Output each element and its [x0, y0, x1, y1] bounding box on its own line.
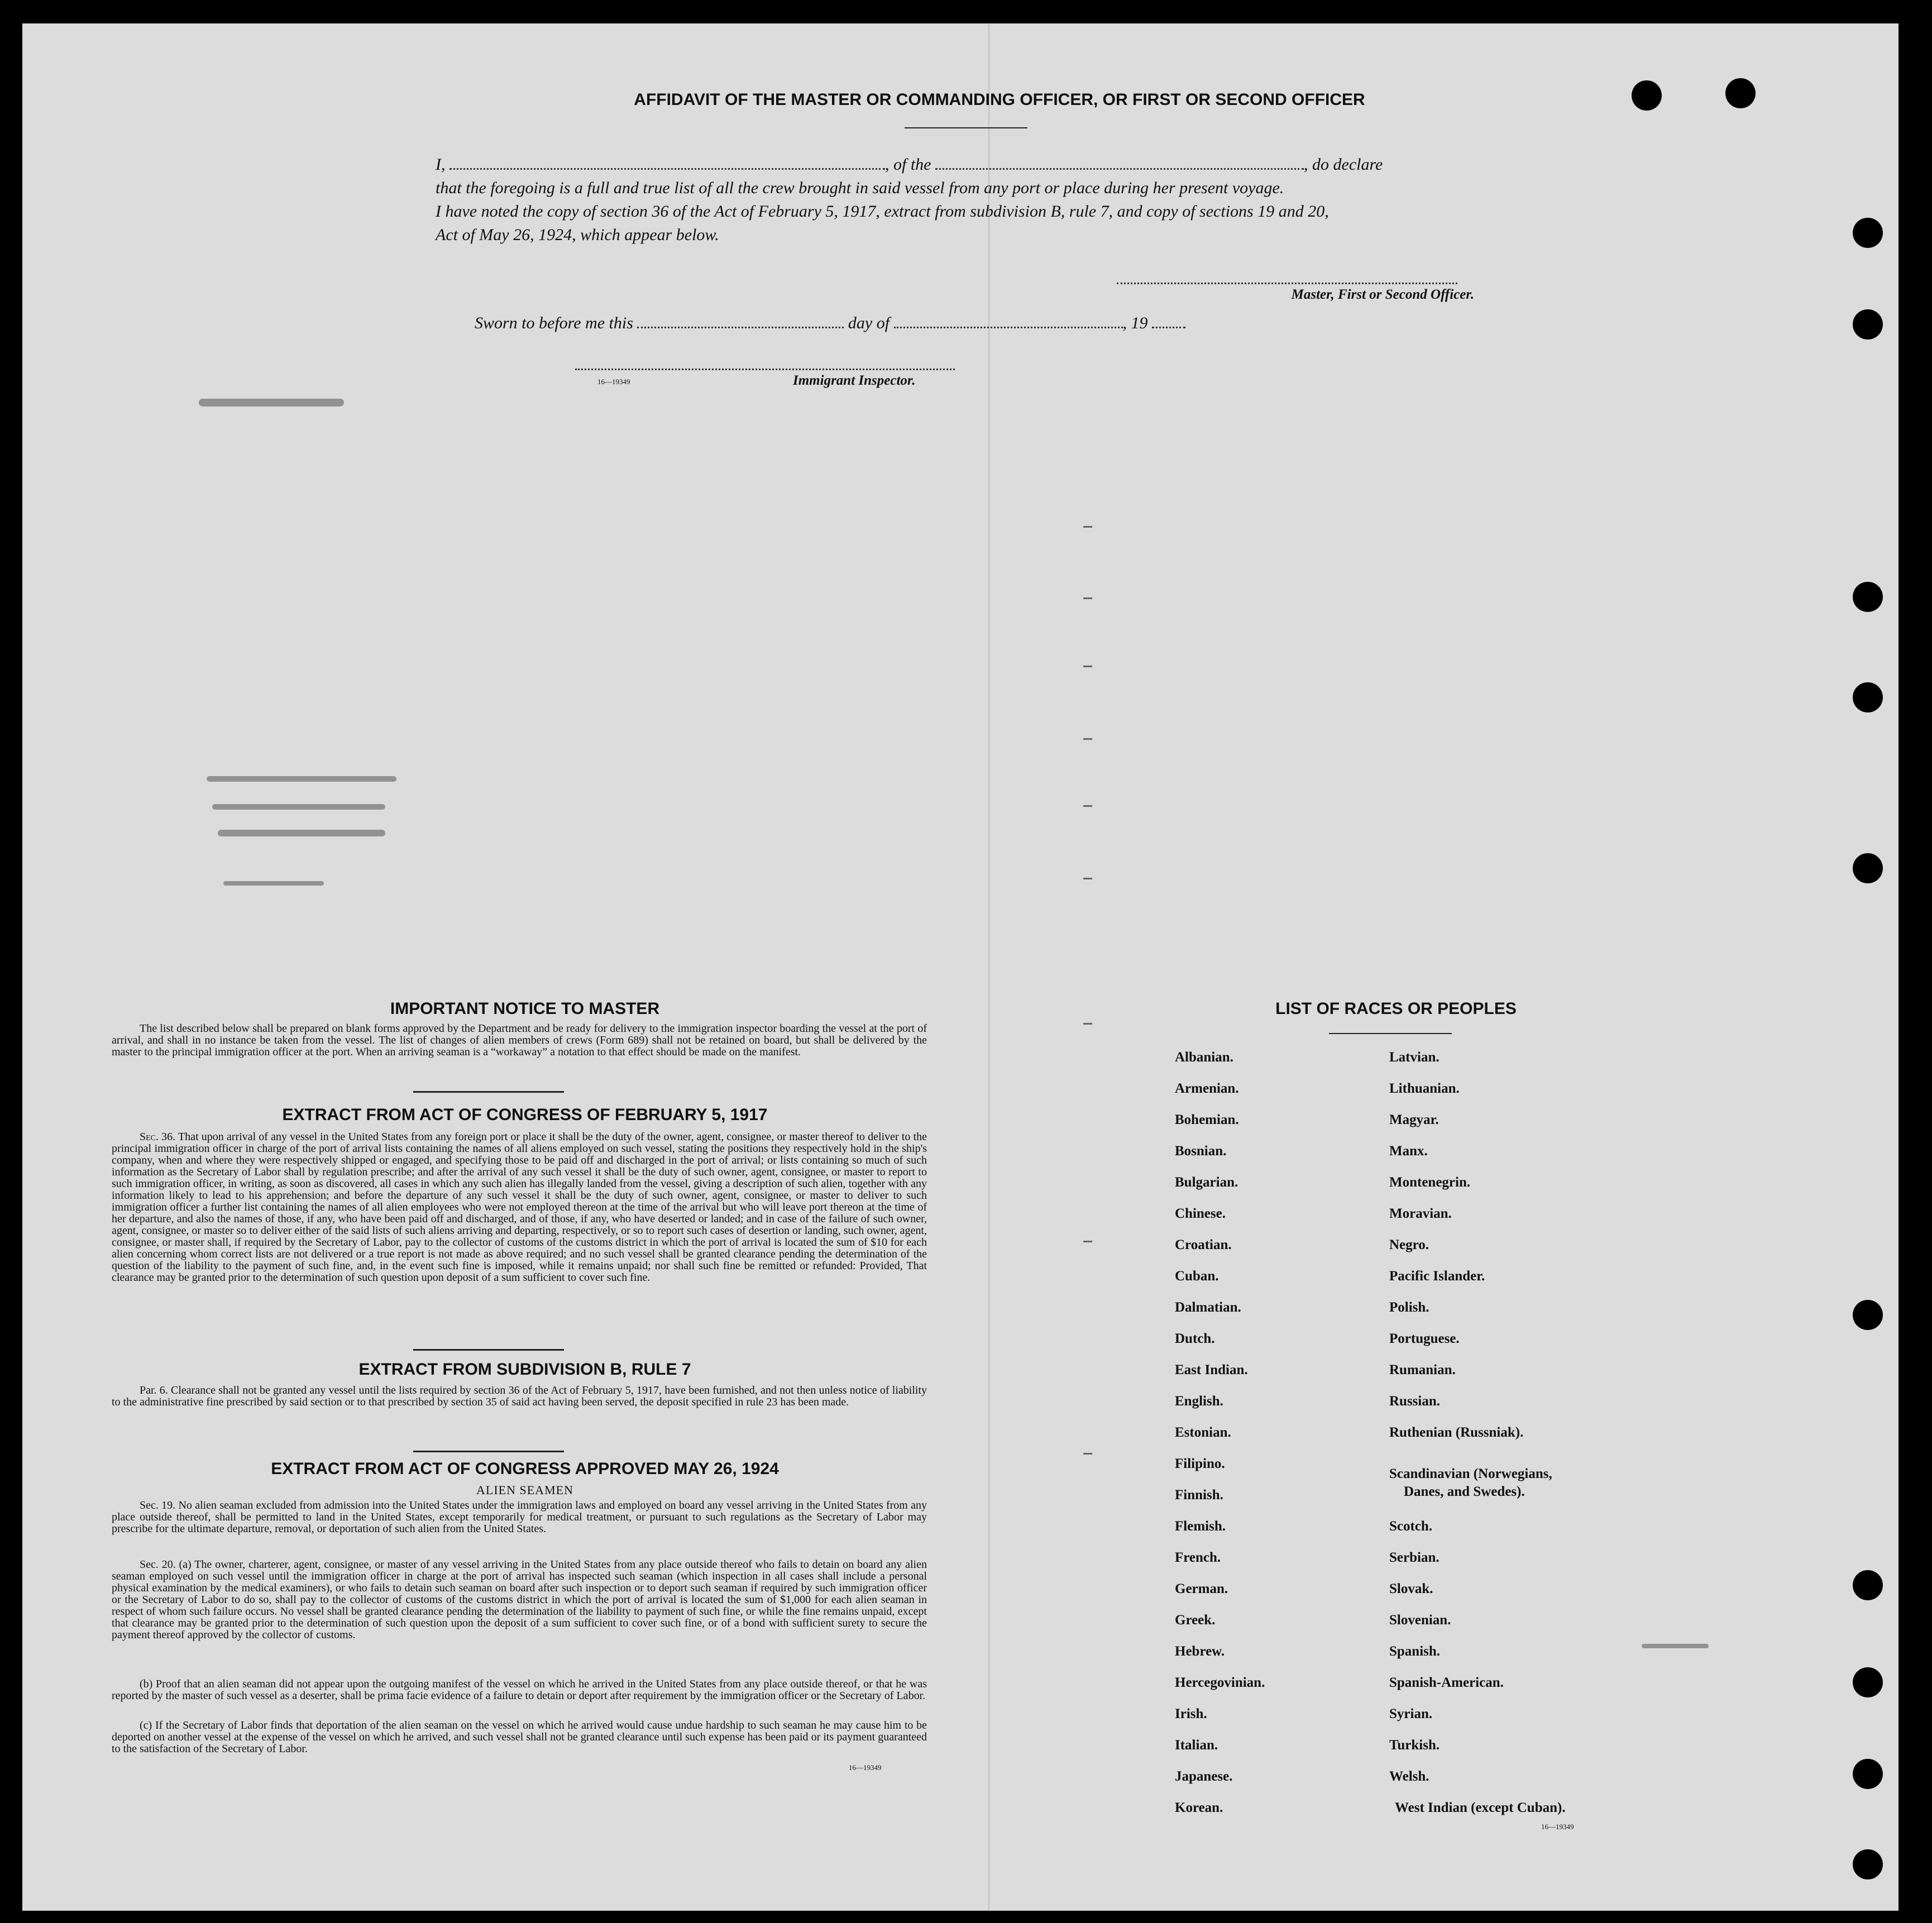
race-item: West Indian (except Cuban). [1395, 1800, 1566, 1815]
affidavit-form-number: 16—19349 [597, 377, 630, 386]
race-item: Spanish-American. [1389, 1675, 1504, 1690]
signature-line[interactable] [1117, 283, 1457, 284]
signature-caption: Master, First or Second Officer. [1291, 287, 1474, 302]
tick-mark [1083, 1241, 1092, 1242]
sec-36-text: That upon arrival of any vessel in the United States from any foreign port or place it shall be the duty of the owner, agent, consignee, or master thereof to deliver to the principal immigration officer in charge of the port of arrival lists containing the names of all aliens employed on such vessel, stating the positions they respectively hold in the ship's company, when and where they were respectively shipped or engaged, and specifying those to be paid off and discharged in the port of arrival; or lists containing so much of such information as the Secretary of Labor shall by regulation prescribe; and after the arrival of any such vessel it shall be the duty of such owner, agent, consignee, or master to report to such immigration officer, in writing, as soon as discovered, all cases in which any such alien has illegally landed from the vessel, giving a description of such alien, together with any information likely to lead to his apprehension; and before the departure of any such vessel it shall be the duty of such owner, agent, consignee, or master to deliver to such immigration officer a further list containing the names of all alien employees who were not employed thereon at the time of the arrival but who will leave port thereon at the time of her departure, and also the names of those, if any, who have been paid off and discharged, and of those, if any, who have deserted or landed; and in case of the failure of such owner, agent, consignee, or master so to deliver either of the said lists of such aliens arriving and departing, respectively, or so to report such cases of desertion or landing, such owner, agent, consignee, or master shall, if required by the Secretary of Labor, pay to the collector of customs of the customs district in which the port of arrival is located the sum of $10 for each alien concerning whom correct lists are not delivered or a true report is not made as above required; and no such vessel shall be granted clearance pending the determination of the question of the liability to the payment of such fine, and, in the event such fine is imposed, while it remains unpaid; nor shall such fine be remitted or refunded: Provided, That clearance may be granted prior to the determination of such question upon deposit of a sum sufficient to cover such fine. [112, 1131, 927, 1284]
sec-20c-body: (c) If the Secretary of Labor finds that deportation of the alien seaman on the vessel on which he arrived would cause undue hardship to such seaman he may cause him to be deported on another vessel at the expense of the vessel on which he arrived, and such vessel shall not be granted clearance until such expense has been paid or its payment guaranteed to the satisfaction of the Secretary of Labor. [112, 1719, 927, 1755]
ink-smudge [218, 830, 385, 836]
affidavit-line-4: Act of May 26, 1924, which appear below. [436, 226, 719, 244]
race-item: Bohemian. [1175, 1112, 1239, 1127]
race-item: Pacific Islander. [1389, 1269, 1485, 1284]
race-item: Armenian. [1175, 1081, 1239, 1096]
race-item: Welsh. [1389, 1769, 1429, 1784]
race-item: Latvian. [1389, 1050, 1440, 1065]
affidavit-line-1 [436, 155, 1530, 174]
race-item: Spanish. [1389, 1644, 1441, 1659]
sworn-day-of: day of [848, 314, 890, 332]
ink-smudge [223, 881, 324, 886]
race-item: Irish. [1175, 1706, 1207, 1721]
race-item: Lithuanian. [1389, 1081, 1460, 1096]
race-item: Flemish. [1175, 1519, 1226, 1534]
sec-19-body: Sec. 19. No alien seaman excluded from admission into the United States under the immigration laws and employed on board any vessel arriving in the United States from any place outside thereof, shall be permitted to land in the United States, except temporarily for medical treatment, or pursuant to such regulations as the Secretary of Labor may prescribe for the ultimate departure, removal, or deportation of such alien from the United States. [112, 1499, 927, 1535]
sworn-day-blank[interactable] [637, 327, 844, 328]
race-item: Italian. [1175, 1738, 1218, 1753]
race-item: Moravian. [1389, 1206, 1452, 1221]
race-item: Croatian. [1175, 1237, 1232, 1252]
race-item: Portuguese. [1389, 1331, 1460, 1346]
race-item: Negro. [1389, 1237, 1429, 1252]
race-item: English. [1175, 1394, 1223, 1409]
sworn-prefix: Sworn to before me this [475, 314, 633, 332]
race-item: Slovak. [1389, 1581, 1433, 1596]
race-item: Slovenian. [1389, 1613, 1451, 1628]
sec-20b-body: (b) Proof that an alien seaman did not appear upon the outgoing manifest of the vessel on which he arrived in the United States from any place outside thereof, or that he was reported by the master of such vessel as a deserter, shall be prima facie evidence of a failure to detain or deport after requirement by the immigration officer or the Secretary of Labor. [112, 1678, 927, 1702]
affidavit-of-the: , of the [885, 155, 931, 174]
race-item: Dalmatian. [1175, 1300, 1241, 1315]
inspector-caption: Immigrant Inspector. [793, 373, 916, 388]
name-blank[interactable] [449, 168, 885, 170]
sworn-month-blank[interactable] [894, 327, 1123, 328]
ink-smudge [212, 804, 385, 810]
race-item: Finnish. [1175, 1487, 1223, 1503]
binder-hole [1853, 1570, 1883, 1600]
alien-seamen-subtitle: ALIEN SEAMEN [476, 1483, 573, 1497]
race-item: Manx. [1389, 1144, 1428, 1159]
tick-mark [1083, 597, 1092, 599]
race-item: Serbian. [1389, 1550, 1440, 1565]
extract-1917-body [112, 1131, 927, 1284]
race-item: Scandinavian (Norwegians, [1389, 1466, 1552, 1481]
affidavit-line-2: that the foregoing is a full and true list of all the crew brought in said vessel from any port or place during her present voyage. [436, 179, 1284, 197]
race-item: Korean. [1175, 1800, 1223, 1815]
vessel-blank[interactable] [935, 168, 1304, 170]
binder-hole [1853, 682, 1883, 712]
inspector-line[interactable] [575, 369, 955, 370]
binder-hole [1853, 218, 1883, 248]
race-item: Dutch. [1175, 1331, 1215, 1346]
notice-title: IMPORTANT NOTICE TO MASTER [390, 999, 660, 1018]
race-item: German. [1175, 1581, 1228, 1596]
tick-mark [1083, 805, 1092, 807]
race-item: East Indian. [1175, 1362, 1248, 1377]
race-item: Hebrew. [1175, 1644, 1225, 1659]
binder-hole [1853, 1667, 1883, 1697]
binder-hole [1853, 1849, 1883, 1879]
affidavit-line-3: I have noted the copy of section 36 of the Act of February 5, 1917, extract from subdivision B, rule 7, and copy of sections 19 and 20, [436, 202, 1329, 221]
ink-smudge [1642, 1644, 1709, 1648]
binder-hole [1853, 582, 1883, 612]
page-fold [988, 23, 989, 1911]
sec-20a-body: Sec. 20. (a) The owner, charterer, agent, consignee, or master of any vessel arriving in the United States from any place outside thereof who fails to detain on board any alien seaman employed on such vessel until the immigration officer in charge at the port of arrival has inspected such seaman (which inspection in all cases shall include a personal physical examination by the medical examiners), or who fails to detain such seaman on board after such inspection or to deport such seaman if required by such immigration officer or the Secretary of Labor to do so, shall pay to the collector of customs of the customs district in which the port of arrival is located the sum of $1,000 for each alien seaman in respect of whom such failure occurs. No vessel shall be granted clearance pending the determination of the liability to payment of such fine, or while the fine remains unpaid, except that clearance may be granted prior to the determination of such question upon the deposit of a sum sufficient to cover such fine, or of a bond with sufficient surety to secure the payment thereof approved by the collector of customs. [112, 1558, 927, 1641]
race-item: Filipino. [1175, 1456, 1225, 1471]
title-rule [905, 127, 1027, 128]
race-item: French. [1175, 1550, 1221, 1565]
sworn-line [475, 314, 1312, 333]
race-item: Chinese. [1175, 1206, 1226, 1221]
tick-mark [1083, 1023, 1092, 1025]
rule7-body: Par. 6. Clearance shall not be granted any vessel until the lists required by section 36 of the Act of February 5, 1917, have been furnished, and not then unless notice of liability to the administrative fine prescribed by said section or to that prescribed by section 35 of said act having been served, the deposit specified in rule 23 has been made. [112, 1384, 927, 1408]
notice-body: The list described below shall be prepared on blank forms approved by the Department and be ready for delivery to the immigration inspector boarding the vessel at the port of arrival, and shall in no instance be taken from the vessel. The list of changes of alien members of crews (Form 689) shall not be retained on board, but shall be delivered by the master to the principal immigration officer at the port. When an arriving seaman is a “workaway” a notation to that effect should be made on the manifest. [112, 1022, 927, 1058]
tick-mark [1083, 526, 1092, 528]
race-item: Polish. [1389, 1300, 1429, 1315]
section-rule [413, 1451, 564, 1452]
race-item: Scotch. [1389, 1519, 1433, 1534]
binder-hole [1632, 80, 1662, 111]
ink-smudge [199, 399, 344, 406]
sworn-year-blank[interactable] [1152, 327, 1185, 328]
race-item: Albanian. [1175, 1050, 1233, 1065]
race-item: Montenegrin. [1389, 1175, 1471, 1190]
race-item: Turkish. [1389, 1738, 1440, 1753]
race-item: Bulgarian. [1175, 1175, 1238, 1190]
ink-smudge [207, 776, 396, 782]
race-item: Magyar. [1389, 1112, 1439, 1127]
affidavit-title: AFFIDAVIT OF THE MASTER OR COMMANDING OFFICER, OR FIRST OR SECOND OFFICER [634, 90, 1365, 109]
race-item: Estonian. [1175, 1425, 1231, 1440]
tick-mark [1083, 1453, 1092, 1455]
race-item: Bosnian. [1175, 1144, 1227, 1159]
binder-hole [1725, 78, 1756, 108]
binder-hole [1853, 309, 1883, 339]
document-sheet [22, 23, 1898, 1911]
sec-36-label: Sec. 36. [140, 1131, 176, 1143]
tick-mark [1083, 666, 1092, 667]
races-title-rule [1329, 1033, 1452, 1034]
binder-hole [1853, 1300, 1883, 1330]
race-item: Danes, and Swedes). [1404, 1484, 1525, 1499]
race-item: Rumanian. [1389, 1362, 1456, 1377]
race-item: Japanese. [1175, 1769, 1233, 1784]
race-item: Greek. [1175, 1613, 1216, 1628]
races-form-number: 16—19349 [1541, 1822, 1574, 1831]
extract-form-number: 16—19349 [849, 1763, 882, 1772]
tick-mark [1083, 738, 1092, 740]
binder-hole [1853, 853, 1883, 883]
extract-1924-title: EXTRACT FROM ACT OF CONGRESS APPROVED MAY 26, 1924 [271, 1460, 779, 1478]
races-title: LIST OF RACES OR PEOPLES [1275, 999, 1517, 1018]
race-item: Ruthenian (Russniak). [1389, 1425, 1524, 1440]
race-item: Syrian. [1389, 1706, 1433, 1721]
tick-mark [1083, 878, 1092, 879]
affidavit-do-declare: , do declare [1304, 155, 1383, 174]
section-rule [413, 1349, 564, 1351]
race-item: Hercegovinian. [1175, 1675, 1265, 1690]
binder-hole [1853, 1759, 1883, 1789]
affidavit-i: I, [436, 155, 446, 174]
race-item: Russian. [1389, 1394, 1441, 1409]
extract-1917-title: EXTRACT FROM ACT OF CONGRESS OF FEBRUARY 5, 1917 [282, 1106, 768, 1124]
rule7-title: EXTRACT FROM SUBDIVISION B, RULE 7 [358, 1360, 691, 1379]
sworn-year: , 19 [1122, 314, 1148, 332]
race-item: Cuban. [1175, 1269, 1219, 1284]
section-rule [413, 1091, 564, 1093]
